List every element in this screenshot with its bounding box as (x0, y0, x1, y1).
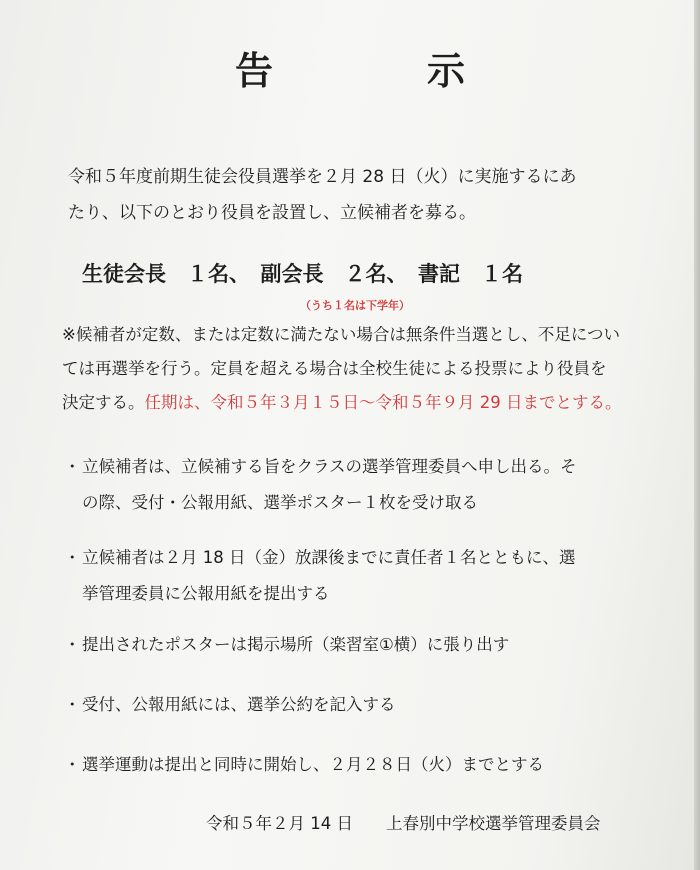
footer-organization: 上春別中学校選挙管理委員会 (386, 814, 601, 833)
bullet-mark: ・ (64, 457, 81, 476)
intro-paragraph (68, 159, 576, 231)
notice-paragraph (62, 318, 622, 420)
bullet-mark: ・ (64, 635, 81, 654)
roles-note: （うち１名は下学年） (300, 299, 410, 312)
list-item-text: 挙管理委員に公報用紙を提出する (82, 584, 330, 603)
intro-line: たり、以下のとおり役員を設置し、立候補者を募る。 (68, 203, 476, 223)
notice-line: ては再選挙を行う。定員を超える場合は全校生徒による投票により役員を (62, 359, 607, 378)
intro-line: 令和５年度前期生徒会役員選挙を２月 28 日（火）に実施するにあ (68, 167, 577, 187)
bullet-mark: ・ (64, 755, 81, 774)
list-item-text: 立候補者は、立候補する旨をクラスの選挙管理委員へ申し出る。そ (82, 457, 577, 476)
roles-heading: 生徒会長 １名、 副会長 ２名、 書記 １名 (82, 262, 523, 286)
list-item (64, 540, 576, 612)
list-item-text: 選挙運動は提出と同時に開始し、２月２８日（火）までとする (82, 755, 544, 774)
list-item (64, 449, 577, 521)
footer (206, 810, 601, 834)
paper-edge-shadow (694, 0, 700, 870)
list-item (64, 747, 544, 783)
list-item-text: 提出されたポスターは掲示場所（楽習室①横）に張り出す (82, 635, 510, 654)
notice-text: 決定する。 (62, 393, 145, 412)
list-item (64, 627, 509, 663)
footer-date: 令和５年２月 14 日 (206, 814, 353, 833)
list-item (64, 687, 396, 723)
bullet-mark: ・ (64, 548, 81, 567)
page-title: 告 示 (234, 48, 523, 93)
list-item-text: 受付、公報用紙には、選挙公約を記入する (82, 695, 396, 714)
notice-line: ※候補者が定数、または定数に満たない場合は無条件当選とし、不足につい (62, 325, 620, 344)
term-text: 任期は、令和５年３月１５日～令和５年９月 29 日までとする。 (144, 393, 622, 412)
notice-line (62, 386, 622, 420)
bullet-mark: ・ (64, 695, 81, 714)
list-item-text: の際、受付・公報用紙、選挙ポスター１枚を受け取る (82, 493, 478, 512)
list-item-text: 立候補者は２月 18 日（金）放課後までに責任者１名とともに、選 (82, 548, 576, 567)
